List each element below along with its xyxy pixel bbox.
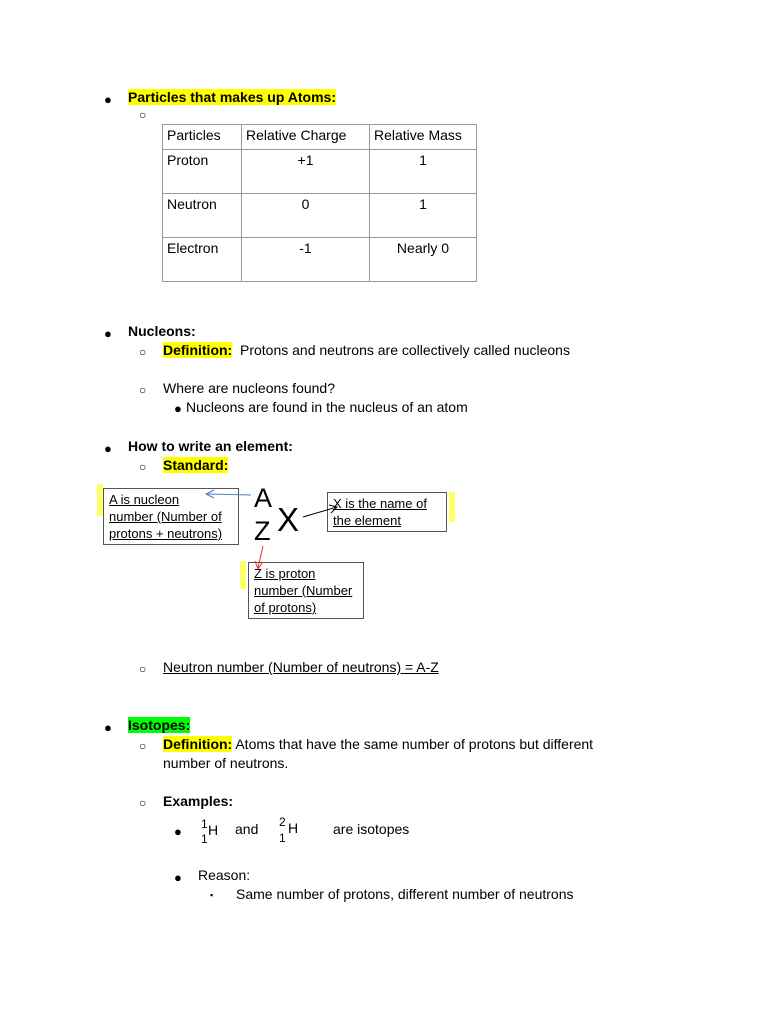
note-a-line: protons + neutrons)	[109, 526, 223, 541]
and-text: and	[235, 821, 259, 837]
table-cell: -1	[242, 238, 370, 282]
bullet-icon: ○	[139, 739, 147, 753]
table-cell: 1	[370, 150, 477, 194]
isotope-symbol: H	[288, 820, 299, 836]
bullet-icon: ●	[104, 720, 112, 735]
bullet-icon: ●	[104, 326, 112, 341]
isotope-mass-number: 2	[279, 815, 286, 829]
particles-heading: Particles that makes up Atoms:	[128, 89, 336, 105]
bullet-icon: ●	[174, 824, 182, 839]
neutron-number-formula: Neutron number (Number of neutrons) = A-Z	[163, 659, 439, 675]
table-cell: Electron	[163, 238, 242, 282]
arrow-a-icon	[206, 490, 251, 498]
isotope-atomic-number: 1	[201, 832, 208, 846]
bullet-icon: ○	[139, 796, 147, 810]
table-cell: 0	[242, 194, 370, 238]
bullet-icon: ○	[139, 460, 147, 474]
note-z-line: Z is proton	[254, 566, 316, 581]
reason-label: Reason:	[198, 867, 251, 883]
note-x-line: the element	[333, 513, 401, 528]
table-header: Relative Charge	[242, 125, 370, 150]
definition-text: Atoms that have the same number of protons but different	[235, 736, 594, 752]
isotope-symbol: H	[208, 822, 219, 838]
table-cell: 1	[370, 194, 477, 238]
isotopes-definition-line1	[163, 736, 593, 752]
table-cell: Nearly 0	[370, 238, 477, 282]
write-element-heading: How to write an element:	[128, 438, 293, 454]
standard-label: Standard:	[163, 457, 229, 473]
arrow-z-icon	[255, 546, 263, 569]
bullet-icon: ○	[139, 662, 147, 676]
table-cell: Neutron	[163, 194, 242, 238]
symbol-a: A	[254, 483, 273, 513]
definition-label: Definition:	[163, 342, 233, 358]
bullet-icon: ●	[104, 92, 112, 107]
note-a-line: A is nucleon	[109, 492, 180, 507]
bullet-icon: ●	[104, 441, 112, 456]
arrow-x-icon	[303, 505, 337, 517]
examples-label: Examples:	[163, 793, 234, 809]
bullet-icon: ●	[174, 401, 182, 416]
note-x-line: X is the name of	[333, 496, 427, 511]
bullet-icon: ○	[139, 345, 147, 359]
nucleons-answer: Nucleons are found in the nucleus of an atom	[186, 399, 468, 415]
definition-label: Definition:	[163, 736, 233, 752]
nucleons-heading: Nucleons:	[128, 323, 196, 339]
definition-text: Protons and neutrons are collectively called nucleons	[240, 342, 570, 358]
isotope-atomic-number: 1	[279, 831, 286, 845]
symbol-z: Z	[254, 516, 271, 546]
isotopes-definition-line2: number of neutrons.	[163, 755, 289, 771]
nucleons-question: Where are nucleons found?	[163, 380, 335, 396]
note-z-line: of protons)	[254, 600, 317, 615]
square-bullet-icon: ▪	[210, 890, 214, 900]
table-cell: +1	[242, 150, 370, 194]
table-header: Relative Mass	[370, 125, 477, 150]
table-cell: Proton	[163, 150, 242, 194]
note-z-line: number (Number	[254, 583, 353, 598]
reason-text: Same number of protons, different number of neutrons	[236, 886, 574, 902]
bullet-icon: ○	[139, 108, 147, 122]
bullet-icon: ●	[174, 870, 182, 885]
table-header: Particles	[163, 125, 242, 150]
bullet-icon: ○	[139, 383, 147, 397]
isotope-mass-number: 1	[201, 817, 208, 831]
isotopes-heading: Isotopes:	[128, 717, 191, 733]
note-a-line: number (Number of	[109, 509, 222, 524]
symbol-x: X	[277, 501, 300, 538]
are-isotopes-text: are isotopes	[333, 821, 410, 837]
